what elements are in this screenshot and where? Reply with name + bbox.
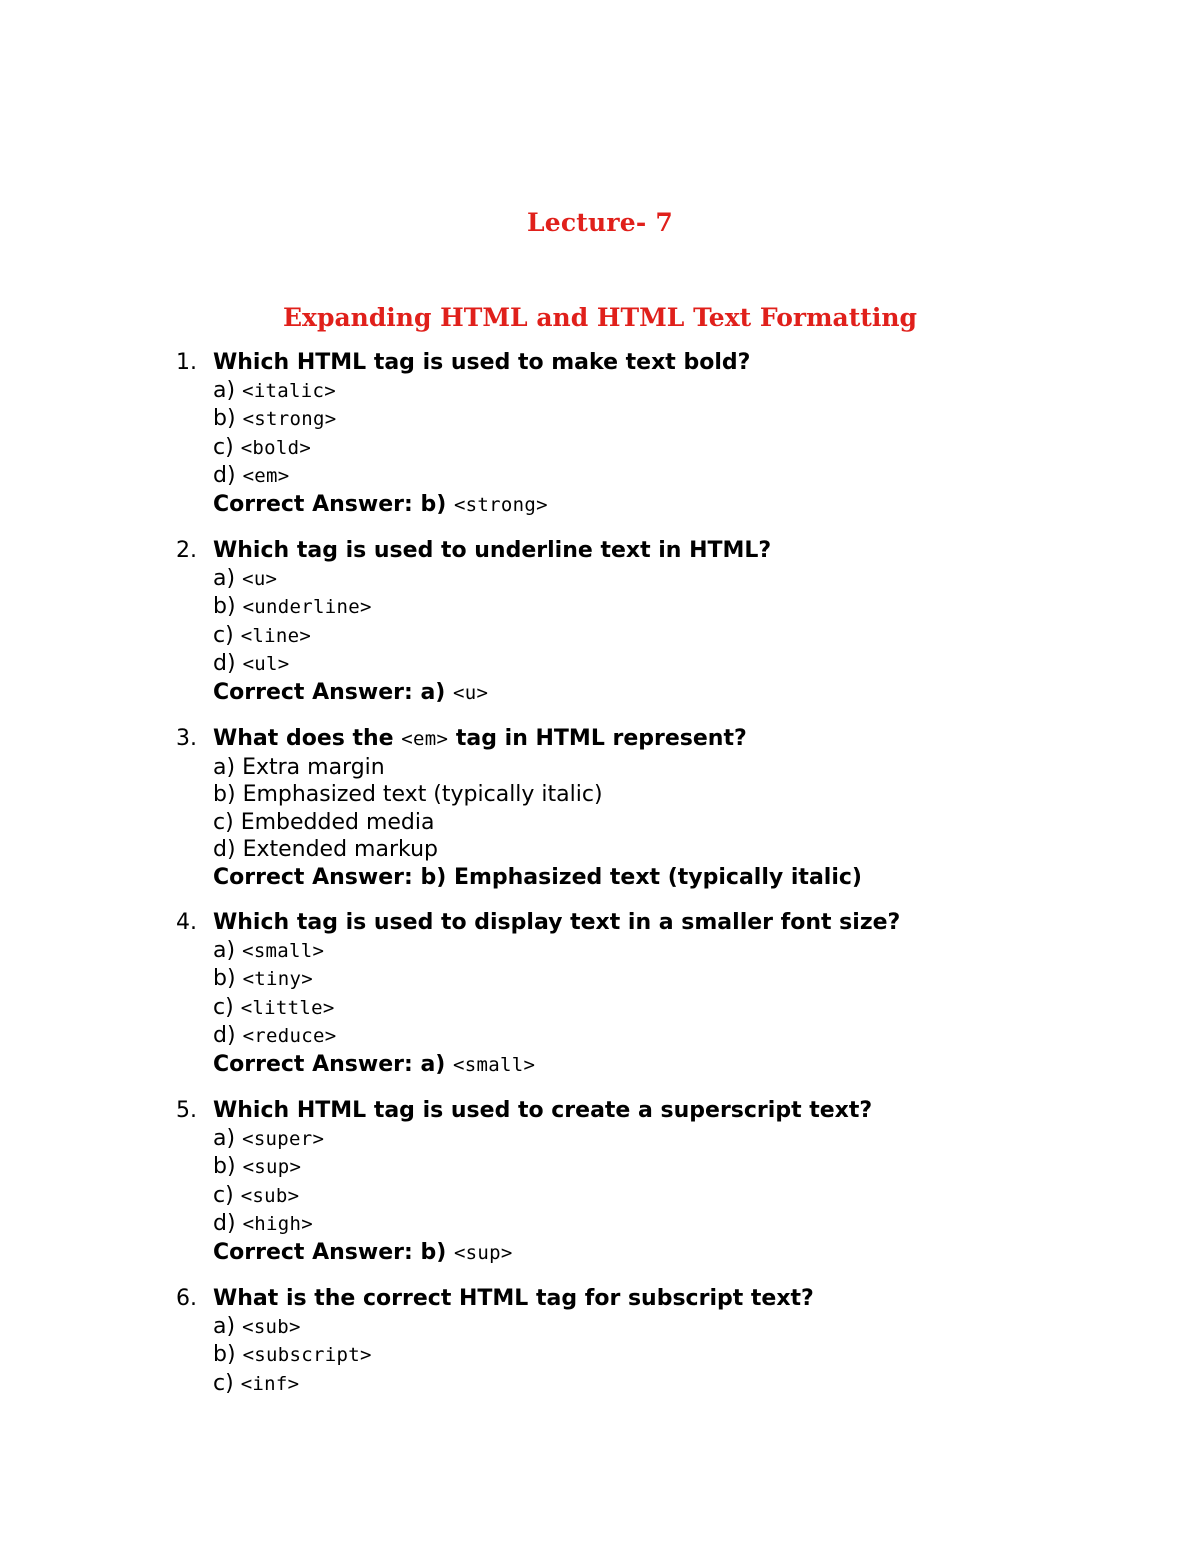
answer-option <box>213 994 1200 1023</box>
question-text <box>213 1097 1200 1125</box>
answer-option <box>213 434 1200 463</box>
correct-answer-prefix: Correct Answer: <box>213 491 413 517</box>
answer-option <box>213 1182 1200 1211</box>
option-label: b) <box>213 782 236 807</box>
option-label: b) <box>213 594 236 619</box>
option-label: a) <box>213 754 236 780</box>
option-label: d) <box>213 463 236 488</box>
option-value: <italic> <box>242 379 336 402</box>
correct-answer-value: Emphasized text (typically italic) <box>453 864 862 890</box>
answer-option <box>213 1370 1200 1399</box>
option-value: <reduce> <box>242 1025 337 1047</box>
question-number: 5. <box>176 1098 197 1123</box>
answer-option <box>213 965 1200 994</box>
option-value: <bold> <box>240 436 312 459</box>
question-item <box>0 349 1200 519</box>
correct-answer-prefix: Correct Answer: <box>213 679 413 705</box>
answer-option <box>213 1022 1200 1051</box>
answer-option <box>213 1125 1200 1154</box>
option-label: c) <box>213 622 234 648</box>
correct-answer-value: <sup> <box>453 1241 513 1264</box>
option-value: <high> <box>242 1213 313 1235</box>
answer-option <box>213 781 1200 809</box>
option-label: d) <box>213 1023 236 1048</box>
answer-option <box>213 809 1200 837</box>
question-code: <em> <box>401 728 449 750</box>
correct-answer <box>213 1239 1200 1268</box>
question-item <box>0 1097 1200 1267</box>
question-item <box>0 1285 1200 1398</box>
answer-option <box>213 836 1200 864</box>
option-value: <ul> <box>242 653 290 675</box>
question-number: 4. <box>176 910 197 935</box>
option-label: d) <box>213 651 236 676</box>
option-label: b) <box>213 406 236 431</box>
correct-answer <box>213 679 1200 708</box>
option-label: c) <box>213 1182 234 1208</box>
question-text <box>213 537 1200 565</box>
option-label: c) <box>213 994 234 1020</box>
question-number: 3. <box>176 726 197 751</box>
option-label: b) <box>213 1154 236 1179</box>
answer-option <box>213 1210 1200 1239</box>
option-value: <sub> <box>240 1184 300 1207</box>
correct-answer-label: b) <box>420 491 447 517</box>
question-text-segment: tag in HTML represent? <box>448 726 747 751</box>
option-value: <line> <box>240 624 312 647</box>
question-text-segment: Which tag is used to underline text in HTML? <box>213 538 772 563</box>
option-value: <subscript> <box>242 1344 372 1366</box>
option-label: a) <box>213 937 236 963</box>
option-value: <small> <box>242 939 325 962</box>
option-value: <sub> <box>242 1315 301 1338</box>
question-text <box>213 909 1200 937</box>
option-value: <inf> <box>240 1372 300 1395</box>
correct-answer <box>213 864 1200 892</box>
question-number: 2. <box>176 538 197 563</box>
option-label: b) <box>213 1342 236 1367</box>
option-value: Embedded media <box>240 809 435 835</box>
answer-option <box>213 937 1200 966</box>
correct-answer-prefix: Correct Answer: <box>213 1051 413 1077</box>
question-number: 6. <box>176 1286 197 1311</box>
question-text <box>213 349 1200 377</box>
correct-answer-prefix: Correct Answer: <box>213 864 413 890</box>
answer-option <box>213 377 1200 406</box>
answer-option <box>213 1341 1200 1370</box>
lecture-title: Lecture- 7 <box>527 208 673 237</box>
option-label: c) <box>213 434 234 460</box>
option-value: <underline> <box>242 596 372 618</box>
option-value: <sup> <box>242 1156 302 1178</box>
option-value: <u> <box>242 567 278 590</box>
answer-option <box>213 754 1200 782</box>
option-label: a) <box>213 1125 236 1151</box>
correct-answer-label: b) <box>420 1239 447 1265</box>
correct-answer-value: <u> <box>453 681 489 704</box>
correct-answer-label: b) <box>420 864 447 890</box>
question-item <box>0 909 1200 1079</box>
option-value: Extra margin <box>242 754 385 780</box>
answer-option <box>213 593 1200 622</box>
option-value: Emphasized text (typically italic) <box>242 782 603 807</box>
question-text-segment: Which HTML tag is used to make text bold? <box>213 350 751 375</box>
answer-option <box>213 565 1200 594</box>
correct-answer-label: a) <box>420 1051 446 1077</box>
correct-answer <box>213 491 1200 520</box>
option-value: <super> <box>242 1127 325 1150</box>
option-label: c) <box>213 1370 234 1396</box>
option-label: b) <box>213 966 236 991</box>
correct-answer-label: a) <box>420 679 446 705</box>
option-value: <tiny> <box>242 968 313 990</box>
option-label: d) <box>213 1211 236 1236</box>
option-value: <little> <box>240 996 335 1019</box>
question-text-segment: What does the <box>213 726 402 751</box>
question-item <box>0 537 1200 707</box>
correct-answer-value: <strong> <box>453 493 548 516</box>
question-text <box>213 1285 1200 1313</box>
answer-option <box>213 1153 1200 1182</box>
answer-option <box>213 1313 1200 1342</box>
correct-answer-prefix: Correct Answer: <box>213 1239 413 1265</box>
option-label: a) <box>213 565 236 591</box>
correct-answer-value: <small> <box>453 1053 536 1076</box>
answer-option <box>213 622 1200 651</box>
correct-answer <box>213 1051 1200 1080</box>
option-label: a) <box>213 377 236 403</box>
question-text-segment: Which tag is used to display text in a smaller font size? <box>213 910 901 935</box>
question-number: 1. <box>176 350 197 375</box>
answer-option <box>213 650 1200 679</box>
option-value: <em> <box>242 465 290 487</box>
option-label: a) <box>213 1313 236 1339</box>
option-value: <strong> <box>242 408 337 430</box>
answer-option <box>213 405 1200 434</box>
question-text <box>213 725 1200 754</box>
option-label: d) <box>213 837 236 862</box>
question-text-segment: Which HTML tag is used to create a superscript text? <box>213 1098 873 1123</box>
answer-option <box>213 462 1200 491</box>
question-text-segment: What is the correct HTML tag for subscript text? <box>213 1286 814 1311</box>
option-value: Extended markup <box>242 837 438 862</box>
section-title: Expanding HTML and HTML Text Formatting <box>283 303 917 332</box>
question-list <box>0 349 1200 1416</box>
question-item <box>0 725 1200 891</box>
option-label: c) <box>213 809 234 835</box>
